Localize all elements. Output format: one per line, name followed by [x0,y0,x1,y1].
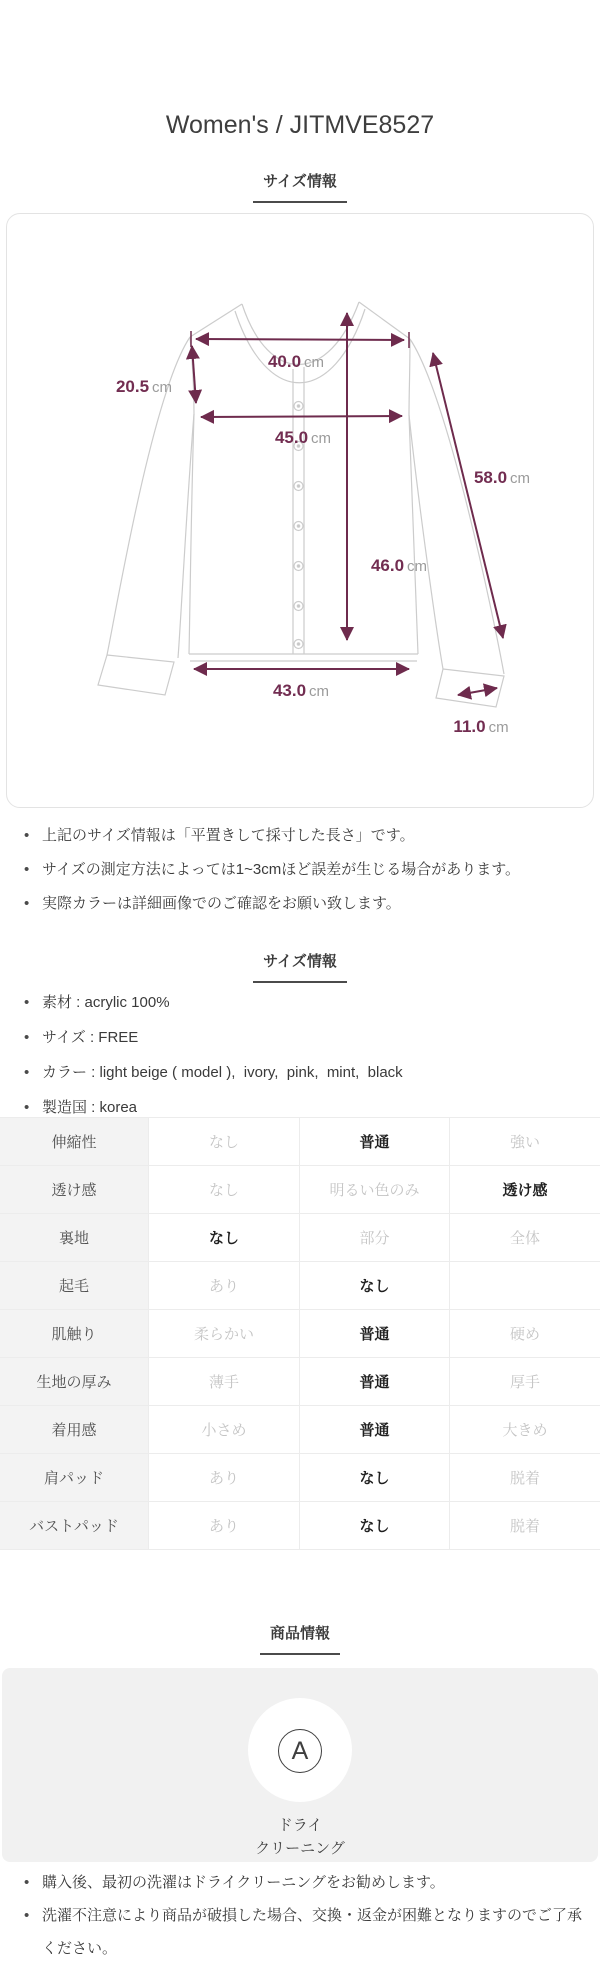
measurement-hem-value: 43.0 [272,681,307,700]
spec-table [0,1117,600,1550]
measurement-sleeve-value: 58.0 [473,468,508,487]
chest-line [201,416,402,417]
spec-cell: なし [300,1454,450,1502]
spec-cell: 厚手 [450,1358,600,1406]
spec-row-label: 着用感 [0,1406,149,1454]
product-section-heading-text: 商品情報 [260,1624,340,1655]
material-item: • 素材 : acrylic 100% [20,985,584,1020]
material-item: • 製造国 : korea [20,1090,584,1125]
measurement-armhole [116,377,172,397]
page-title: Women's / JITMVE8527 [165,111,435,139]
spec-cell: 明るい色のみ [300,1166,450,1214]
measurement-armhole-value: 20.5 [115,377,150,396]
care-label-line1: ドライ [277,1817,323,1834]
measurement-chest [275,428,331,448]
measurement-length-value: 46.0 [370,556,405,575]
measurement-shoulder [268,352,324,372]
spec-cell: なし [149,1166,300,1214]
measurement-armhole-unit: cm [152,379,173,396]
material-section-heading [0,952,600,983]
material-item: • サイズ : FREE [20,1020,584,1055]
spec-cell: 大きめ [450,1406,600,1454]
sleeve-line [433,353,503,638]
size-notes-list [20,819,584,921]
measurement-chest-unit: cm [311,430,332,447]
spec-cell: 部分 [300,1214,450,1262]
wash-note-item: • 購入後、最初の洗濯はドライクリーニングをお勧めします。 [20,1866,584,1899]
spec-row-label: 伸縮性 [0,1118,149,1166]
spec-cell: あり [149,1262,300,1310]
spec-cell: なし [300,1502,450,1550]
size-section-heading-text: サイズ情報 [253,172,347,203]
spec-cell: 薄手 [149,1358,300,1406]
measurement-length [371,556,427,576]
spec-cell: 柔らかい [149,1310,300,1358]
spec-cell: なし [149,1118,300,1166]
care-info-box [2,1668,598,1862]
care-label [2,1814,598,1860]
spec-row-label: 透け感 [0,1166,149,1214]
spec-row-label: 肩パッド [0,1454,149,1502]
spec-cell: あり [149,1502,300,1550]
measurement-chest-value: 45.0 [274,428,309,447]
size-diagram-box [6,213,594,808]
care-symbol-letter: A [291,1736,309,1765]
spec-cell: 普通 [300,1406,450,1454]
cuff-line [458,688,497,695]
size-note-item: • サイズの測定方法によっては1~3cmほど誤差が生じる場合があります。 [20,853,584,887]
care-label-line2: クリーニング [255,1840,345,1857]
size-note-item: • 上記のサイズ情報は「平置きして採寸した長さ」です。 [20,819,584,853]
measurement-cuff [453,717,508,737]
measurement-shoulder-value: 40.0 [267,352,302,371]
measurement-cuff-unit: cm [488,719,509,736]
measurement-hem [273,681,329,701]
measurement-sleeve-unit: cm [510,470,531,487]
dry-clean-icon [278,1729,322,1773]
measurement-shoulder-unit: cm [304,354,325,371]
spec-cell [450,1262,600,1310]
spec-cell: 脱着 [450,1454,600,1502]
shoulder-line [196,339,404,340]
measurement-cuff-value: 11.0 [453,717,486,736]
wash-note-item: • 洗濯不注意により商品が破損した場合、交換・返金が困難となりますのでご了承ください。 [20,1899,584,1965]
material-list [20,985,584,1125]
material-section-heading-text: サイズ情報 [253,952,347,983]
spec-cell: 小さめ [149,1406,300,1454]
spec-row-label: 生地の厚み [0,1358,149,1406]
spec-cell: 強い [450,1118,600,1166]
spec-cell: 普通 [300,1310,450,1358]
spec-cell: なし [300,1262,450,1310]
spec-cell: 全体 [450,1214,600,1262]
spec-cell: 普通 [300,1118,450,1166]
spec-row-label: 裏地 [0,1214,149,1262]
spec-cell: 透け感 [450,1166,600,1214]
measurement-hem-unit: cm [309,683,330,700]
spec-row-label: 肌触り [0,1310,149,1358]
measurement-length-unit: cm [407,558,428,575]
spec-cell: あり [149,1454,300,1502]
spec-row-label: 起毛 [0,1262,149,1310]
spec-cell: 脱着 [450,1502,600,1550]
measurement-lines [191,313,503,695]
material-item: • カラー : light beige ( model ), ivory, pink, mint, black [20,1055,584,1090]
care-symbol-circle [248,1698,352,1802]
wash-notes-list [20,1866,584,1965]
spec-cell: 硬め [450,1310,600,1358]
spec-cell: 普通 [300,1358,450,1406]
spec-row-label: バストパッド [0,1502,149,1550]
size-note-item: • 実際カラーは詳細画像でのご確認をお願い致します。 [20,887,584,921]
measurement-sleeve [474,468,530,488]
size-section-heading [0,172,600,203]
product-section-heading [0,1624,600,1655]
spec-cell: なし [149,1214,300,1262]
